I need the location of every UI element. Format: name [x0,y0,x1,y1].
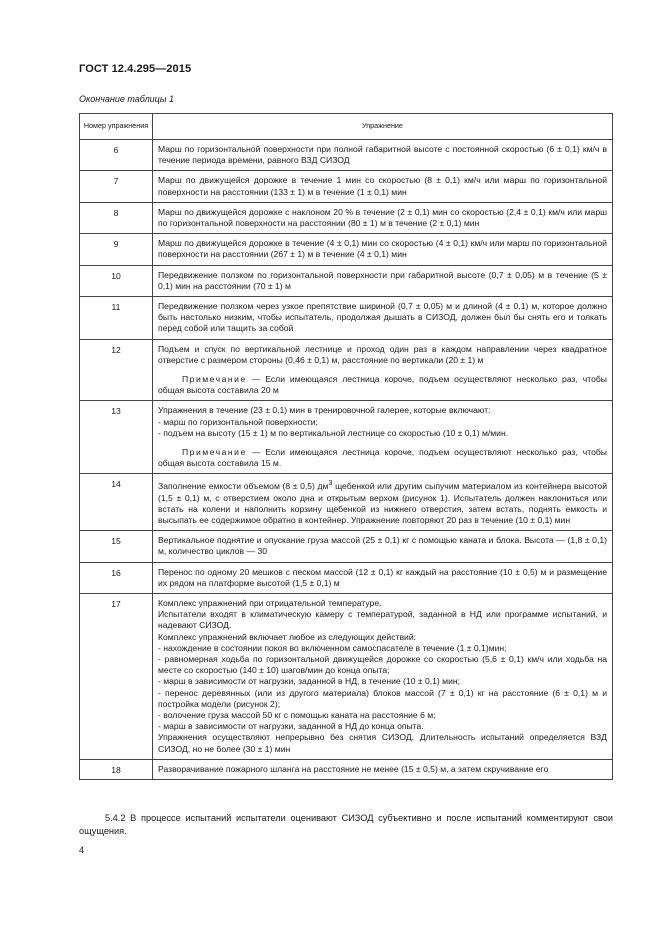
exercise-line: - марш по горизонтальной поверхности; [158,416,318,427]
table-row [80,474,613,531]
exercise-description: Марш по движущейся дорожке в течение 1 мин со скоростью (8 ± 0,1) км/ч или марш по горизонтальной поверхности на расстоянии (133 ± 1) м в течение (1 ± 0,1) мин [153,171,613,202]
exercise-text: Подъем и спуск по вертикальной лестнице и проход один раз в каждом направлении через квадратное отверстие с размером стороны (0,46 ± 0,1) м, расстояние по вертикали (20 ± 1) м [158,343,607,365]
table-row [80,171,613,202]
exercise-description: Передвижение ползком через узкое препятствие шириной (0,7 ± 0,05) м и длиной (4 ± 0,1) м, которое должно быть настолько низким, чтобы испытатель, продолжая дышать в СИЗОД, должен был бы снять его и толкать перед собой или тащить за собой [153,297,613,340]
exercise-number: 15 [80,531,153,562]
exercise-line: - равномерная ходьба по горизонтальной движущейся дорожке со скоростью (5,6 ± 0,1) км/ч или ходьба на месте со скоростью (140 ± 10) шагов/мин до конца опыта; [158,653,607,676]
exercise-description: Перенос по одному 20 мешков с песком массой (12 ± 0,1) кг каждый на расстояние (10 ± 0,5) м и размещение их рядом на платформе высотой (1,5 ± 0,1) м [153,562,613,593]
exercise-number: 12 [80,339,153,401]
exercise-number: 10 [80,265,153,296]
note-label: Примечание [182,374,247,385]
table-row [80,593,613,759]
page-number: 4 [79,845,85,855]
table-row [80,140,613,171]
exercise-number: 6 [80,140,153,171]
exercise-line: - подъем на высоту (15 ± 1) м по вертикальной лестнице со скоростью (10 ± 0,1) м/мин. [158,427,509,438]
exercise-note [158,447,607,469]
exercise-number: 7 [80,171,153,202]
exercise-line: Упражнения осуществляют непрерывно без снятия СИЗОД. Длительность испытаний определяется ВЗД СИЗОД, но не более (30 ± 1) мин [158,732,607,754]
exercise-note [158,374,607,396]
table-row [80,265,613,296]
table-row [80,234,613,265]
table-row [80,339,613,401]
exercise-number: 14 [80,474,153,531]
exercise-line: Упражнения в течение (23 ± 0,1) мин в тренировочной галерее, которые включают: [158,405,491,416]
exercise-description: Марш по движущейся дорожке с наклоном 20 % в течение (2 ± 0,1) мин со скоростью (2,4 ± 0,1) км/ч или марш по горизонтальной поверхности на расстоянии (80 ± 1) м в течение (2 ± 0,1) мин [153,202,613,233]
table-row [80,297,613,340]
exercise-number: 11 [80,297,153,340]
exercise-description: Разворачивание пожарного шланга на расстояние не менее (15 ± 0,5) м, а затем скручивание его [153,759,613,779]
body-paragraph: 5.4.2 В процессе испытаний испытатели оценивают СИЗОД субъективно и после испытаний комментируют свои ощущения. [79,813,613,836]
note-text: — Если имеющаяся лестница короче, подъем осуществляют несколько раз, чтобы общая высота составила 15 м. [158,447,607,469]
exercise-line: - марш в зависимости от нагрузки, заданной в НД до конца опыта. [158,721,424,732]
exercise-text-part: щебенкой или другим сыпучим материалом из контейнера высотой (1,5 ± 0,1) м, с отверстием около дна и открытым верхом (рисунок 1). Испытатель должен наклониться или встать на колени и наполнить корзину щебенкой из нижнего отверстия, затем встать, поднять емкость и высыпать ее содержимое обратно в контейнер. Упражнение повторяют 20 раз в течение (10 ± 0,1) мин [158,481,608,525]
exercise-number: 16 [80,562,153,593]
table-row [80,401,613,474]
table-row [80,562,613,593]
exercise-description [153,474,613,531]
exercise-line: Комплекс упражнений включает любое из следующих действий: [158,631,417,642]
exercise-number: 13 [80,401,153,474]
exercise-description [153,339,613,401]
column-header-number: Номер упражнения [80,114,153,140]
document-header: ГОСТ 12.4.295—2015 [79,63,192,75]
exercise-line: Комплекс упражнений при отрицательной температуре. [158,597,382,608]
exercise-description [153,401,613,474]
exercise-description: Марш по горизонтальной поверхности при полной габаритной высоте с постоянной скоростью (6 ± 0,1) км/ч в течение периода времени, равного ВЗД СИЗОД [153,140,613,171]
exercise-description: Вертикальное поднятие и опускание груза массой (25 ± 0,1) кг с помощью каната и блока. Высота — (1,8 ± 0,1) м, количество циклов — 30 [153,531,613,562]
note-label: Примечание [182,447,247,458]
exercise-text-part: Заполнение емкости объемом (8 ± 0,5) дм [158,481,329,492]
exercise-line: Испытатели входят в климатическую камеру с температурой, заданной в НД или программе испытаний, и надевают СИЗОД. [158,609,607,631]
exercise-description: Марш по движущейся дорожке в течение (4 ± 0,1) мин со скоростью (4 ± 0,1) км/ч или марш по горизонтальной поверхности на расстоянии (267 ± 1) м в течение (4 ± 0,1) мин [153,234,613,265]
table-row [80,531,613,562]
note-text: — Если имеющаяся лестница короче, подъем осуществляют несколько раз, чтобы общая высота составила 20 м [158,374,607,396]
exercise-table [79,113,613,780]
table-header-row [80,114,613,140]
exercise-number: 8 [80,202,153,233]
table-caption: Окончание таблицы 1 [79,94,174,104]
column-header-exercise: Упражнение [153,114,613,140]
exercise-line: - перенос деревянных (или из другого материала) блоков массой (7 ± 0,1) кг на расстояние (6 ± 0,1) м и постройка модели (рисунок 2); [158,687,607,709]
table-row [80,759,613,779]
exercise-number: 18 [80,759,153,779]
exercise-number: 17 [80,593,153,759]
table-row [80,202,613,233]
superscript: 3 [328,479,333,488]
exercise-line: - марш в зависимости от нагрузки, заданной в НД, в течение (10 ± 0,1) мин; [158,676,461,687]
exercise-description: Передвижение ползком по горизонтальной поверхности при габаритной высоте (0,7 ± 0,05) м в течение (5 ± 0,1) мин на расстоянии (70 ± 1) м [153,265,613,296]
exercise-number: 9 [80,234,153,265]
exercise-line: - волочение груза массой 50 кг с помощью каната на расстояние 6 м; [158,709,436,720]
exercise-description [153,593,613,759]
exercise-line: - нахождение в состоянии покоя во включенном самоспасателе в течение (1 ± 0,1)мин; [158,642,507,653]
